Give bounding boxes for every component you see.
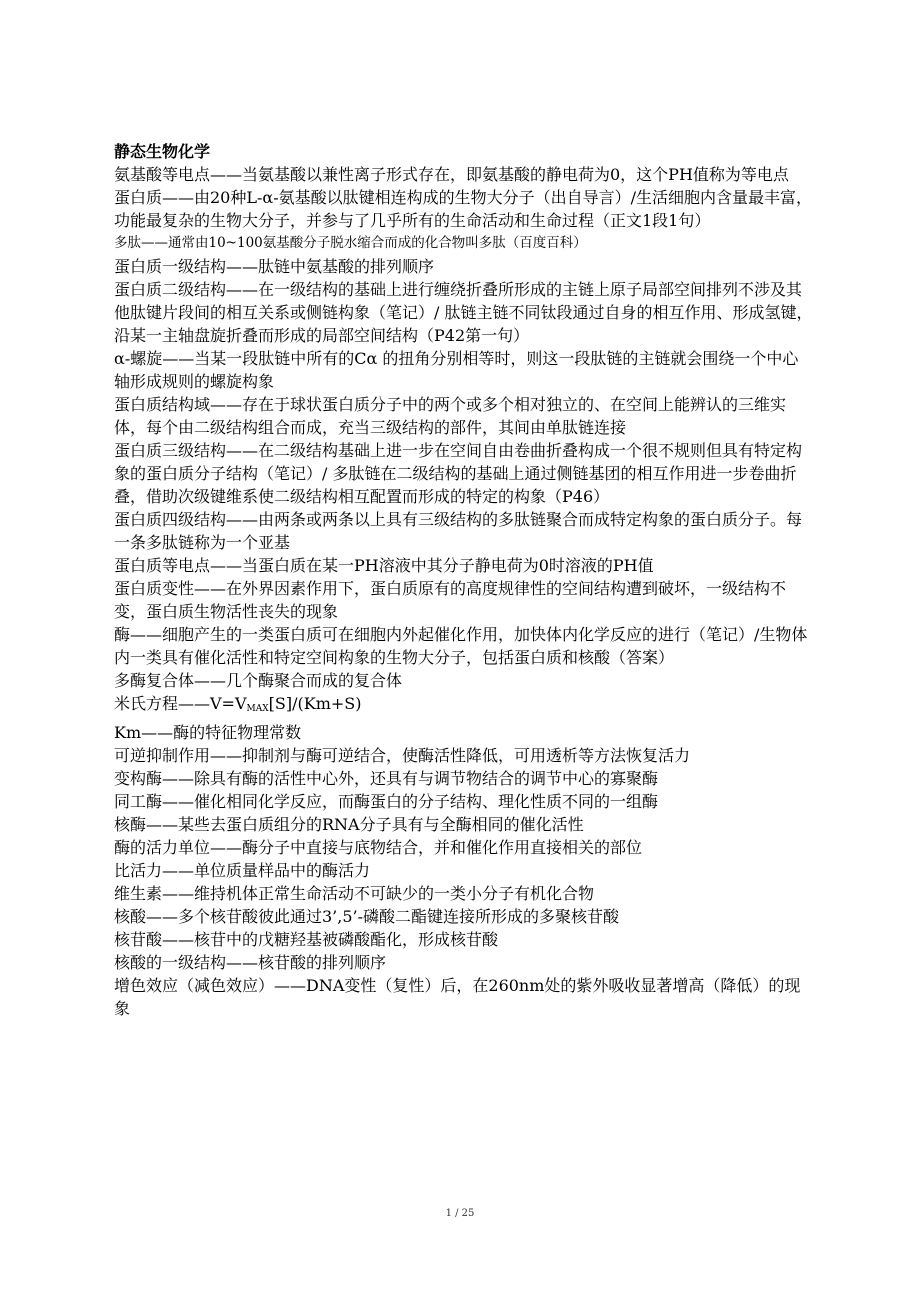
- page-number: 1 / 25: [445, 1208, 475, 1219]
- michaelis-equation-entry: [114, 692, 814, 721]
- definition-entry: 蛋白质三级结构——在二级结构基础上进一步在空间自由卷曲折叠构成一个很不规则但具有特定构象的蛋白质分子结构（笔记）/ 多肽链在二级结构的基础上通过侧链基团的相互作用进一步卷曲折叠，借助次级键维系使二级结构相互配置而形成的特定的构象（P46）: [114, 441, 803, 506]
- definition-entry: 同工酶——催化相同化学反应，而酶蛋白的分子结构、理化性质不同的一组酶: [114, 792, 659, 811]
- definition-entry: 核酸的一级结构——核苷酸的排列顺序: [114, 953, 387, 972]
- definition-entry: 核苷酸——核苷中的戊糖羟基被磷酸酯化，形成核苷酸: [114, 930, 499, 949]
- definition-entry: 蛋白质四级结构——由两条或两条以上具有三级结构的多肽链聚合而成特定构象的蛋白质分子。每一条多肽链称为一个亚基: [114, 510, 803, 552]
- page-title: 静态生物化学: [114, 142, 211, 161]
- definition-entry: 核酶——某些去蛋白质组分的RNA分子具有与全酶相同的催化活性: [114, 815, 584, 834]
- document-body: [114, 140, 814, 1020]
- definition-entry: 比活力——单位质量样品中的酶活力: [114, 861, 371, 880]
- definition-entry: 多肽——通常由10~100氨基酸分子脱水缩合而成的化合物叫多肽（百度百科）: [114, 235, 587, 251]
- vmax-subscript: MAX: [246, 704, 269, 714]
- definition-entry: 增色效应（减色效应）——DNA变性（复性）后，在260nm处的紫外吸收显著增高（降低）的现象: [114, 976, 801, 1018]
- definition-entry: 变构酶——除具有酶的活性中心外，还具有与调节物结合的调节中心的寡聚酶: [114, 769, 659, 788]
- definition-entry: α-螺旋——当某一段肽链中所有的Cα 的扭角分别相等时，则这一段肽链的主链就会围绕一个中心轴形成规则的螺旋构象: [114, 349, 799, 391]
- definition-entry: 可逆抑制作用——抑制剂与酶可逆结合，使酶活性降低，可用透析等方法恢复活力: [114, 746, 691, 765]
- definition-entry: 蛋白质一级结构——肽链中氨基酸的排列顺序: [114, 257, 435, 276]
- definition-entry: 多酶复合体——几个酶聚合而成的复合体: [114, 671, 403, 690]
- definition-entry: 蛋白质变性——在外界因素作用下，蛋白质原有的高度规律性的空间结构遭到破坏，一级结构不变，蛋白质生物活性丧失的现象: [114, 579, 787, 621]
- definition-entry: 蛋白质二级结构——在一级结构的基础上进行缠绕折叠所形成的主链上原子局部空间排列不涉及其他肽键片段间的相互关系或侧链构象（笔记）/ 肽链主链不同钛段通过自身的相互作用、形成氢键，沿某一主轴盘旋折叠而形成的局部空间结构（P42第一句）: [114, 280, 813, 345]
- definition-entry: 核酸——多个核苷酸彼此通过3’,5’-磷酸二酯键连接所形成的多聚核苷酸: [114, 907, 620, 926]
- definition-entry: 氨基酸等电点——当氨基酸以兼性离子形式存在，即氨基酸的静电荷为0，这个PH值称为等电点: [114, 165, 789, 184]
- definition-entry: 蛋白质等电点——当蛋白质在某一PH溶液中其分子静电荷为0时溶液的PH值: [114, 556, 654, 575]
- michaelis-equation-label: 米氏方程——V=V: [114, 694, 247, 713]
- definition-entry: 蛋白质——由20种L-α-氨基酸以肽键相连构成的生物大分子（出自导言）/生活细胞内含量最丰富，功能最复杂的生物大分子，并参与了几乎所有的生命活动和生命过程（正文1段1句）: [114, 188, 812, 230]
- michaelis-equation-rest: [S]/(Km+S): [268, 694, 362, 713]
- definition-entry: Km——酶的特征物理常数: [114, 723, 302, 742]
- definition-entry: 蛋白质结构域——存在于球状蛋白质分子中的两个或多个相对独立的、在空间上能辨认的三维实体，每个由二级结构组合而成，充当三级结构的部件，其间由单肽链连接: [114, 395, 787, 437]
- definition-entry: 酶的活力单位——酶分子中直接与底物结合，并和催化作用直接相关的部位: [114, 838, 643, 857]
- definition-entry: 维生素——维持机体正常生命活动不可缺少的一类小分子有机化合物: [114, 884, 595, 903]
- definition-entry: 酶——细胞产生的一类蛋白质可在细胞内外起催化作用，加快体内化学反应的进行（笔记）/生物体内一类具有催化活性和特定空间构象的生物大分子，包括蛋白质和核酸（答案）: [114, 625, 808, 667]
